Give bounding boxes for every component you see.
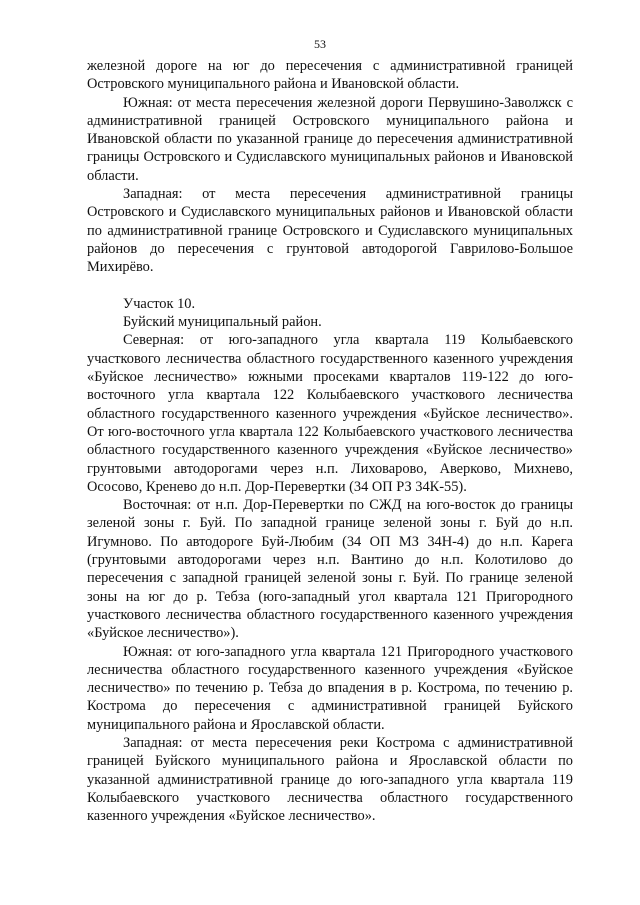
paragraph-west-boundary-prev: Западная: от места пересечения административной границы Островского и Судиславского муниципальных районов и Ивановской области по административной границе Островского и Судиславского муниципальных районов до пересечения с грунтовой автодорогой Гаврилово-Большое Михирёво. <box>87 186 573 276</box>
paragraph-spacer <box>87 277 573 295</box>
paragraph-south-boundary: Южная: от юго-западного угла квартала 121 Пригородного участкового лесничества областного государственного казенного учреждения «Буйское лесничество» по течению р. Тебза до впадения в р. Кострома, по течению р. Кострома до пересечения с административной границей Буйского муниципального района и Ярославской области. <box>87 643 573 733</box>
section-district: Буйский муниципальный район. <box>123 314 322 331</box>
paragraph-continuation: железной дороге на юг до пересечения с административной границей Островского муниципального района и Ивановской области. <box>87 58 573 93</box>
page-number: 53 <box>314 37 326 51</box>
paragraph-west-boundary: Западная: от места пересечения реки Кострома с административной границей Буйского муниципального района и Ярославской области по указанной административной границе до юго-западного угла квартала 119 Колыбаевского участкового лесничества областного государственного казенного учреждения «Буйское лесничество». <box>87 734 573 825</box>
paragraph-north-boundary: Северная: от юго-западного угла квартала 119 Колыбаевского участкового лесничества областного государственного казенного учреждения «Буйское лесничество» южными просеками кварталов 119-122 до юго-восточного угла квартала 122 Колыбаевского участкового лесничества областного государственного казенного учреждения «Буйское лесничество». От юго-восточного угла квартала 122 Колыбаевского участкового лесничества областного государственного казенного учреждения «Буйское лесничество» грунтовыми автодорогами через н.п. Лиховарово, Аверково, Михнево, Ососово, Кренево до н.п. Дор-Перевертки (34 ОП РЗ 34К-55). <box>87 332 573 495</box>
paragraph-east-boundary: Восточная: от н.п. Дор-Перевертки по СЖД на юго-восток до границы зеленой зоны г. Буй. По западной границе зеленой зоны г. Буй до н.п. Игумново. По автодороге Буй-Любим (34 ОП МЗ 34Н-4) до н.п. Карега (грунтовыми автодорогами через н.п. Вантино до н.п. Колотилово до пересечения с западной границей зеленой зоны г. Буй. По границе зеленой зоны на юг до р. Тебза (юго-западный угол квартала 121 Пригородного участкового лесничества областного государственного казенного учреждения «Буйское лесничество»). <box>87 497 573 642</box>
section-title: Участок 10. <box>123 295 196 312</box>
paragraph-south-boundary-prev: Южная: от места пересечения железной дороги Первушино-Заволжск с административной границей Островского муниципального района и Ивановской области по указанной границе до пересечения административной границы Островского и Судиславского муниципальных районов и Ивановской области. <box>87 94 573 184</box>
document-body <box>87 57 573 825</box>
